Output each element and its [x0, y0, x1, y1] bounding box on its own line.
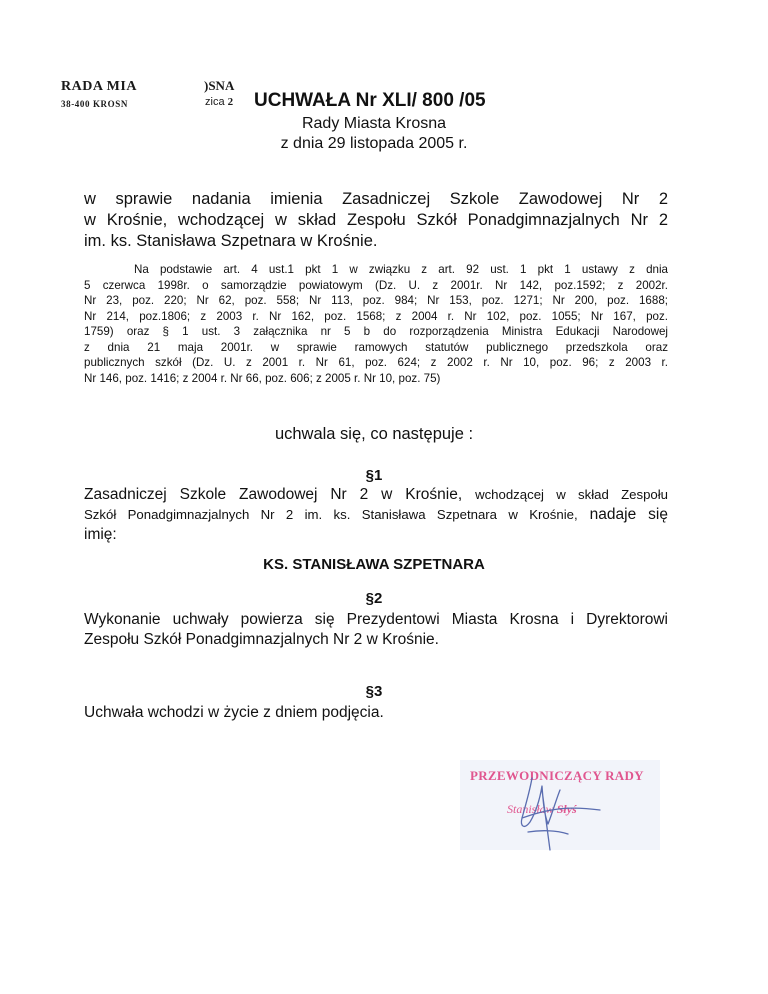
document-date: z dnia 29 listopada 2005 r. — [280, 135, 468, 152]
section-3-body — [84, 703, 668, 723]
signature-stamp-first-name: Stanisław — [507, 802, 554, 816]
legal-basis-line: 5 czerwca 1998r. o samorządzie powiatowym (Dz. U. z 2001r. Nr 142, poz.1592; z 2002r. — [84, 278, 668, 292]
office-stamp-line2-left: 38-400 KROSN — [61, 99, 128, 109]
legal-basis-line: z dnia 21 maja 2001r. w sprawie ramowych statutów publicznego przedszkola oraz — [84, 340, 668, 354]
stamp-obscured-area — [142, 74, 200, 114]
resolution-subject — [84, 189, 668, 252]
office-stamp-line1-left: RADA MIA — [61, 79, 137, 94]
office-stamp-line2-prefix: zica — [205, 96, 225, 108]
legal-basis-line: publicznych szkół (Dz. U. z 2001 r. Nr 61, poz. 624; z 2002 r. Nr 10, poz. 96; z 2003 r. — [84, 356, 668, 369]
legal-basis-line: 1759) oraz § 1 ust. 3 załącznika nr 5 b do rozporządzenia Ministra Edukacji Narodowej — [84, 325, 668, 338]
resolve-clause: uchwala się, co następuje : — [274, 425, 474, 443]
signature-stamp-title: PRZEWODNICZĄCY RADY — [470, 768, 644, 783]
subject-line-2: w Krośnie, wchodzącej w skład Zespołu Szkół Ponadgimnazjalnych Nr 2 — [84, 211, 668, 229]
section-1-heading: §1 — [365, 467, 383, 484]
section-2-line-1: Wykonanie uchwały powierza się Prezydentowi Miasta Krosna i Dyrektorowi — [84, 611, 668, 628]
section-1-line-2 — [84, 505, 668, 525]
section-1-line-1-a: Zasadniczej Szkole Zawodowej Nr 2 w Krośnie, — [84, 486, 463, 503]
document-issuer: Rady Miasta Krosna — [301, 115, 447, 132]
section-2-body — [84, 610, 668, 650]
legal-basis — [84, 262, 668, 386]
legal-basis-line: Na podstawie art. 4 ust.1 pkt 1 w związku z art. 92 ust. 1 pkt 1 ustawy z dnia — [134, 263, 668, 276]
section-1-line-1-b: wchodzącej w skład Zespołu — [475, 487, 669, 502]
section-2-line-2: Zespołu Szkół Ponadgimnazjalnych Nr 2 w Krośnie. — [84, 631, 439, 648]
section-1-body — [84, 485, 668, 545]
handwritten-signature — [460, 760, 660, 860]
document-title: UCHWAŁA Nr XLI/ 800 /05 — [254, 90, 486, 111]
section-3-heading: §3 — [365, 683, 383, 700]
section-1-line-2-a: Szkół Ponadgimnazjalnych Nr 2 im. ks. Stanisława Szpetnara w Krośnie, — [84, 507, 578, 522]
legal-basis-line: Nr 146, poz. 1416; z 2004 r. Nr 66, poz. 606; z 2005 r. Nr 10, poz. 75) — [84, 371, 441, 385]
section-1-line-1 — [84, 485, 668, 505]
signature-stamp-last-name: Słyś — [556, 802, 577, 816]
office-stamp-line2-number: 2 — [227, 96, 234, 108]
subject-line-1: w sprawie nadania imienia Zasadniczej Szkole Zawodowej Nr 2 — [84, 190, 668, 208]
office-stamp-line2-right — [205, 96, 233, 108]
section-1-line-2-b: nadaje się — [589, 506, 668, 523]
section-3-line-1: Uchwała wchodzi w życie z dniem podjęcia. — [84, 704, 384, 721]
section-2-heading: §2 — [365, 590, 383, 607]
subject-line-3: im. ks. Stanisława Szpetnara w Krośnie. — [84, 232, 378, 250]
office-stamp-line1-right: )SNA — [204, 78, 235, 93]
legal-basis-line: Nr 23, poz. 220; Nr 62, poz. 558; Nr 113, poz. 984; Nr 153, poz. 1271; Nr 200, poz. 1688; — [84, 294, 668, 307]
legal-basis-line: Nr 214, poz.1806; z 2003 r. Nr 162, poz. 1568; z 2004 r. Nr 102, poz. 1055; Nr 167, poz. — [84, 309, 668, 323]
section-1-line-3: imię: — [84, 526, 117, 543]
patron-name: KS. STANISŁAWA SZPETNARA — [263, 556, 485, 573]
